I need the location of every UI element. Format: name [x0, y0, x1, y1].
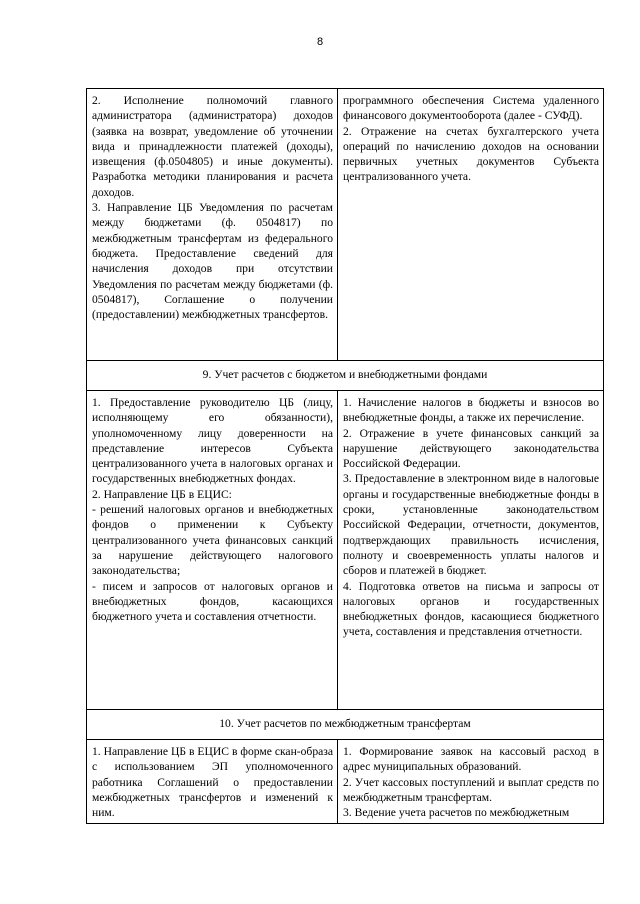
table-row [87, 740, 604, 824]
right-cell [338, 740, 604, 824]
paragraph: 1. Предоставление руководителю ЦБ (лицу, исполняющему его обязанности), уполномоченному лицу доверенности на представление интересов Субъекта централизованного учета в налоговых органах и государственных внебюджетных фондах. [92, 396, 333, 486]
paragraph: 3. Направление ЦБ Уведомления по расчетам между бюджетами (ф. 0504817) по межбюджетным трансфертам из федерального бюджета. Предоставление сведений для начисления доходов при отсутствии Уведомления по расчетам между бюджетами (ф. 0504817), Соглашение о получении (предоставлении) межбюджетных трансфертов. [92, 201, 333, 322]
paragraph: 2. Отражение в учете финансовых санкций за нарушение действующего законодательства Российской Федерации. [343, 426, 599, 471]
table-row [87, 89, 604, 361]
paragraph: 2. Учет кассовых поступлений и выплат средств по межбюджетным трансфертам. [343, 775, 599, 804]
paragraph: 1. Направление ЦБ в ЕЦИС в форме скан-образа с использованием ЭП уполномоченного работника Соглашений о предоставлении межбюджетных трансфертов и изменений к ним. [92, 745, 333, 820]
paragraph: 3. Ведение учета расчетов по межбюджетным [343, 806, 570, 820]
paragraph: 2. Отражение на счетах бухгалтерского учета операций по начислению доходов на основании первичных учетных документов Субъекта централизованного учета. [343, 124, 599, 184]
paragraph: 2. Направление ЦБ в ЕЦИС: [92, 487, 232, 501]
section-10-title: 10. Учет расчетов по межбюджетным трансфертам [87, 710, 604, 740]
left-cell [87, 391, 338, 710]
paragraph: программного обеспечения Система удаленного финансового документооборота (далее - СУФД). [343, 94, 599, 123]
section-9-title: 9. Учет расчетов с бюджетом и внебюджетными фондами [87, 361, 604, 391]
table-row [87, 391, 604, 710]
right-cell [338, 89, 604, 361]
paragraph: 3. Предоставление в электронном виде в налоговые органы и государственные внебюджетные фонды в сроки, установленные законодательством Российской Федерации, отчетности, документов, подтверждающих правильность исчисления, полноту и своевременность уплаты налогов и сборов и платежей в бюджет. [343, 472, 599, 578]
paragraph: - решений налоговых органов и внебюджетных фондов о применении к Субъекту централизованного учета финансовых санкций за нарушение действующего налогового законодательства; [92, 503, 333, 578]
paragraph: 2. Исполнение полномочий главного администратора (администратора) доходов (заявка на возврат, уведомление об уточнении вида и принадлежности платежей (доходы), извещения (ф.0504805) и иные документы). Разработка методики планирования и расчета доходов. [92, 94, 333, 199]
section-heading-row [87, 710, 604, 740]
paragraph: - писем и запросов от налоговых органов и внебюджетных фондов, касающихся бюджетного учета и составления отчетности. [92, 579, 333, 624]
left-cell [87, 89, 338, 361]
right-cell [338, 391, 604, 710]
page-number: 8 [316, 36, 324, 48]
responsibility-table [86, 88, 604, 824]
paragraph: 1. Формирование заявок на кассовый расход в адрес муниципальных образований. [343, 745, 599, 774]
left-cell [87, 740, 338, 824]
paragraph: 1. Начисление налогов в бюджеты и взносов во внебюджетные фонды, а также их перечисление. [343, 396, 599, 425]
section-heading-row [87, 361, 604, 391]
paragraph: 4. Подготовка ответов на письма и запросы от налоговых органов и государственных внебюджетных фондов, касающиеся бюджетного учета, составления и представления отчетности. [343, 579, 599, 639]
